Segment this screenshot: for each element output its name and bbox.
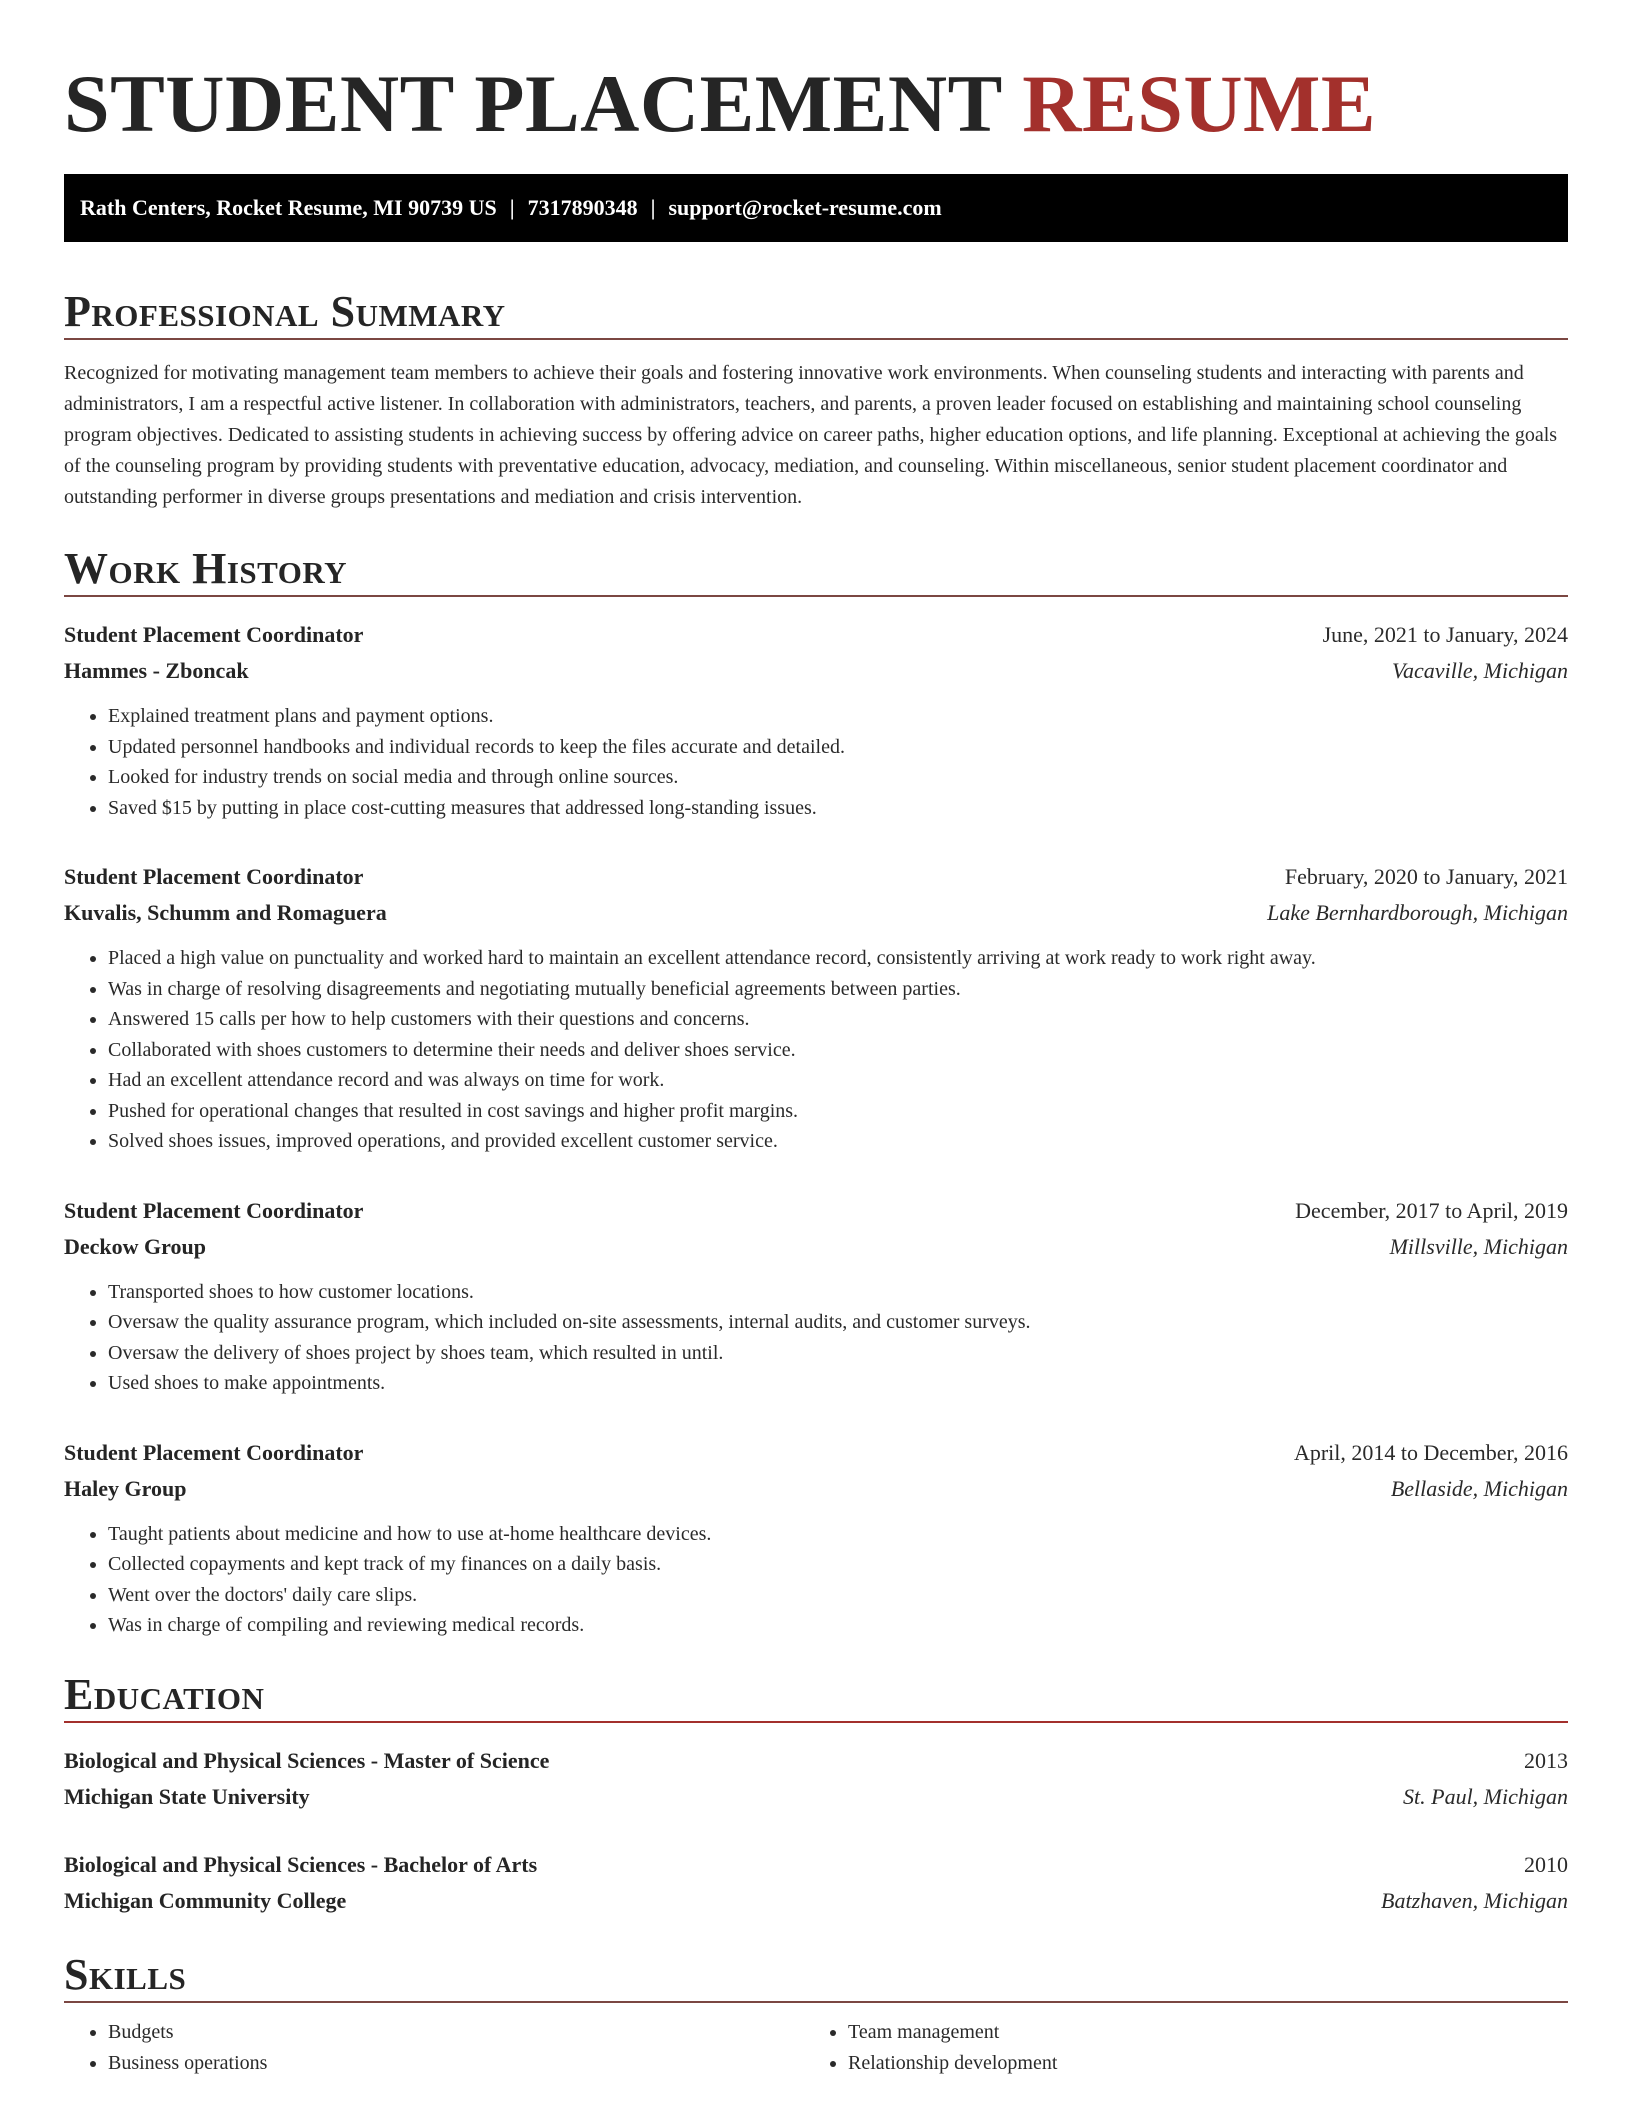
education-section — [64, 1669, 1568, 1919]
list-item: • Had an excellent attendance record and was always on time for work. — [108, 1065, 1568, 1096]
skill-item: • Team management — [848, 2017, 1544, 2048]
list-item: • Pushed for operational changes that resulted in cost savings and higher profit margins. — [108, 1096, 1568, 1127]
job-entry — [64, 1193, 1568, 1399]
list-item: • Explained treatment plans and payment options. — [108, 701, 1568, 732]
job-title: Student Placement Coordinator — [64, 1197, 364, 1223]
list-item: • Looked for industry trends on social media and through online sources. — [108, 762, 1568, 793]
list-item: • Was in charge of compiling and reviewing medical records. — [108, 1610, 1568, 1641]
skills-grid — [64, 2017, 1568, 2079]
skill-item: • Relationship development — [848, 2048, 1544, 2079]
job-company: Haley Group — [64, 1475, 187, 1501]
section-heading-education: Education — [64, 1669, 265, 1719]
resume-page — [64, 0, 1568, 2079]
section-heading-summary: Professional Summary — [64, 287, 506, 336]
list-item: • Oversaw the delivery of shoes project by shoes team, which resulted in until. — [108, 1338, 1568, 1369]
contact-separator: | — [650, 195, 656, 220]
section-divider — [64, 1721, 1568, 1723]
edu-location: Batzhaven, Michigan — [1381, 1887, 1568, 1913]
job-company: Kuvalis, Schumm and Romaguera — [64, 900, 387, 925]
list-item: • Used shoes to make appointments. — [108, 1368, 1568, 1399]
edu-school: Michigan Community College — [64, 1887, 347, 1913]
section-divider — [64, 338, 1568, 340]
edu-degree: Biological and Physical Sciences - Bachelor of Arts — [64, 1851, 538, 1877]
edu-year: 2013 — [1524, 1747, 1568, 1773]
skills-section — [64, 1949, 1568, 2079]
contact-phone: 7317890348 — [527, 195, 638, 220]
contact-address: Rath Centers, Rocket Resume, MI 90739 US — [80, 195, 497, 220]
skills-column-left — [64, 2017, 804, 2079]
job-company: Hammes - Zboncak — [64, 658, 249, 683]
section-divider — [64, 595, 1568, 597]
job-title: Student Placement Coordinator — [64, 864, 364, 889]
skill-item: • Budgets — [108, 2017, 804, 2048]
title-main: STUDENT PLACEMENT — [64, 58, 1002, 149]
work-history-section — [64, 543, 1568, 1641]
edu-year: 2010 — [1524, 1851, 1568, 1877]
section-divider — [64, 2001, 1568, 2003]
section-heading-work: Work History — [64, 544, 348, 593]
section-heading-skills: Skills — [64, 1949, 187, 1999]
job-dates: April, 2014 to December, 2016 — [1293, 1439, 1568, 1465]
job-title: Student Placement Coordinator — [64, 622, 364, 647]
job-entry — [64, 617, 1568, 823]
list-item: • Placed a high value on punctuality and worked hard to maintain an excellent attendance record, consistently arriving at work ready to work right away. — [108, 943, 1568, 974]
edu-location: St. Paul, Michigan — [1403, 1783, 1568, 1809]
list-item: • Taught patients about medicine and how to use at-home healthcare devices. — [108, 1519, 1568, 1550]
skills-column-right — [804, 2017, 1544, 2079]
contact-separator: | — [509, 195, 515, 220]
job-bullets — [64, 1277, 1568, 1399]
job-dates: February, 2020 to January, 2021 — [1284, 864, 1568, 889]
list-item: • Answered 15 calls per how to help customers with their questions and concerns. — [108, 1004, 1568, 1035]
education-entry — [64, 1743, 1568, 1815]
job-entry — [64, 859, 1568, 1157]
list-item: • Collected copayments and kept track of my finances on a daily basis. — [108, 1549, 1568, 1580]
job-title: Student Placement Coordinator — [64, 1439, 364, 1465]
list-item: • Was in charge of resolving disagreements and negotiating mutually beneficial agreements between parties. — [108, 974, 1568, 1005]
education-entry — [64, 1847, 1568, 1919]
summary-text: Recognized for motivating management team members to achieve their goals and fostering innovative work environments. When counseling students and interacting with parents and administrators, I am a respectful active listener. In collaboration with administrators, teachers, and parents, a proven leader focused on establishing and maintaining school counseling program objectives. Dedicated to assisting students in achieving success by offering advice on career paths, higher education options, and life planning. Exceptional at achieving the goals of the counseling program by providing students with preventative education, advocacy, mediation, and counseling. Within miscellaneous, senior student placement coordinator and outstanding performer in diverse groups presentations and mediation and crisis intervention. — [64, 362, 1558, 508]
contact-bar — [64, 174, 1568, 242]
edu-degree: Biological and Physical Sciences - Master of Science — [64, 1747, 550, 1773]
list-item: • Oversaw the quality assurance program, which included on-site assessments, internal audits, and customer surveys. — [108, 1307, 1568, 1338]
list-item: • Solved shoes issues, improved operations, and provided excellent customer service. — [108, 1126, 1568, 1157]
job-location: Millsville, Michigan — [1389, 1233, 1568, 1259]
contact-email: support@rocket-resume.com — [668, 195, 942, 220]
skill-item: • Business operations — [108, 2048, 804, 2079]
list-item: • Transported shoes to how customer locations. — [108, 1277, 1568, 1308]
list-item: • Saved $15 by putting in place cost-cutting measures that addressed long-standing issues. — [108, 793, 1568, 824]
job-dates: December, 2017 to April, 2019 — [1295, 1197, 1568, 1223]
job-location: Vacaville, Michigan — [1392, 658, 1568, 683]
job-company: Deckow Group — [64, 1233, 206, 1259]
job-location: Lake Bernhardborough, Michigan — [1267, 900, 1568, 925]
list-item: • Collaborated with shoes customers to determine their needs and deliver shoes service. — [108, 1035, 1568, 1066]
job-bullets — [64, 701, 1568, 823]
job-bullets — [64, 943, 1568, 1157]
summary-section — [64, 286, 1568, 513]
edu-school: Michigan State University — [64, 1783, 310, 1809]
list-item: • Went over the doctors' daily care slips. — [108, 1580, 1568, 1611]
job-entry — [64, 1435, 1568, 1641]
title-accent: RESUME — [1022, 58, 1377, 149]
job-location: Bellaside, Michigan — [1390, 1475, 1568, 1501]
resume-title — [64, 0, 1568, 150]
job-dates: June, 2021 to January, 2024 — [1322, 622, 1568, 647]
list-item: • Updated personnel handbooks and individual records to keep the files accurate and detailed. — [108, 732, 1568, 763]
job-bullets — [64, 1519, 1568, 1641]
